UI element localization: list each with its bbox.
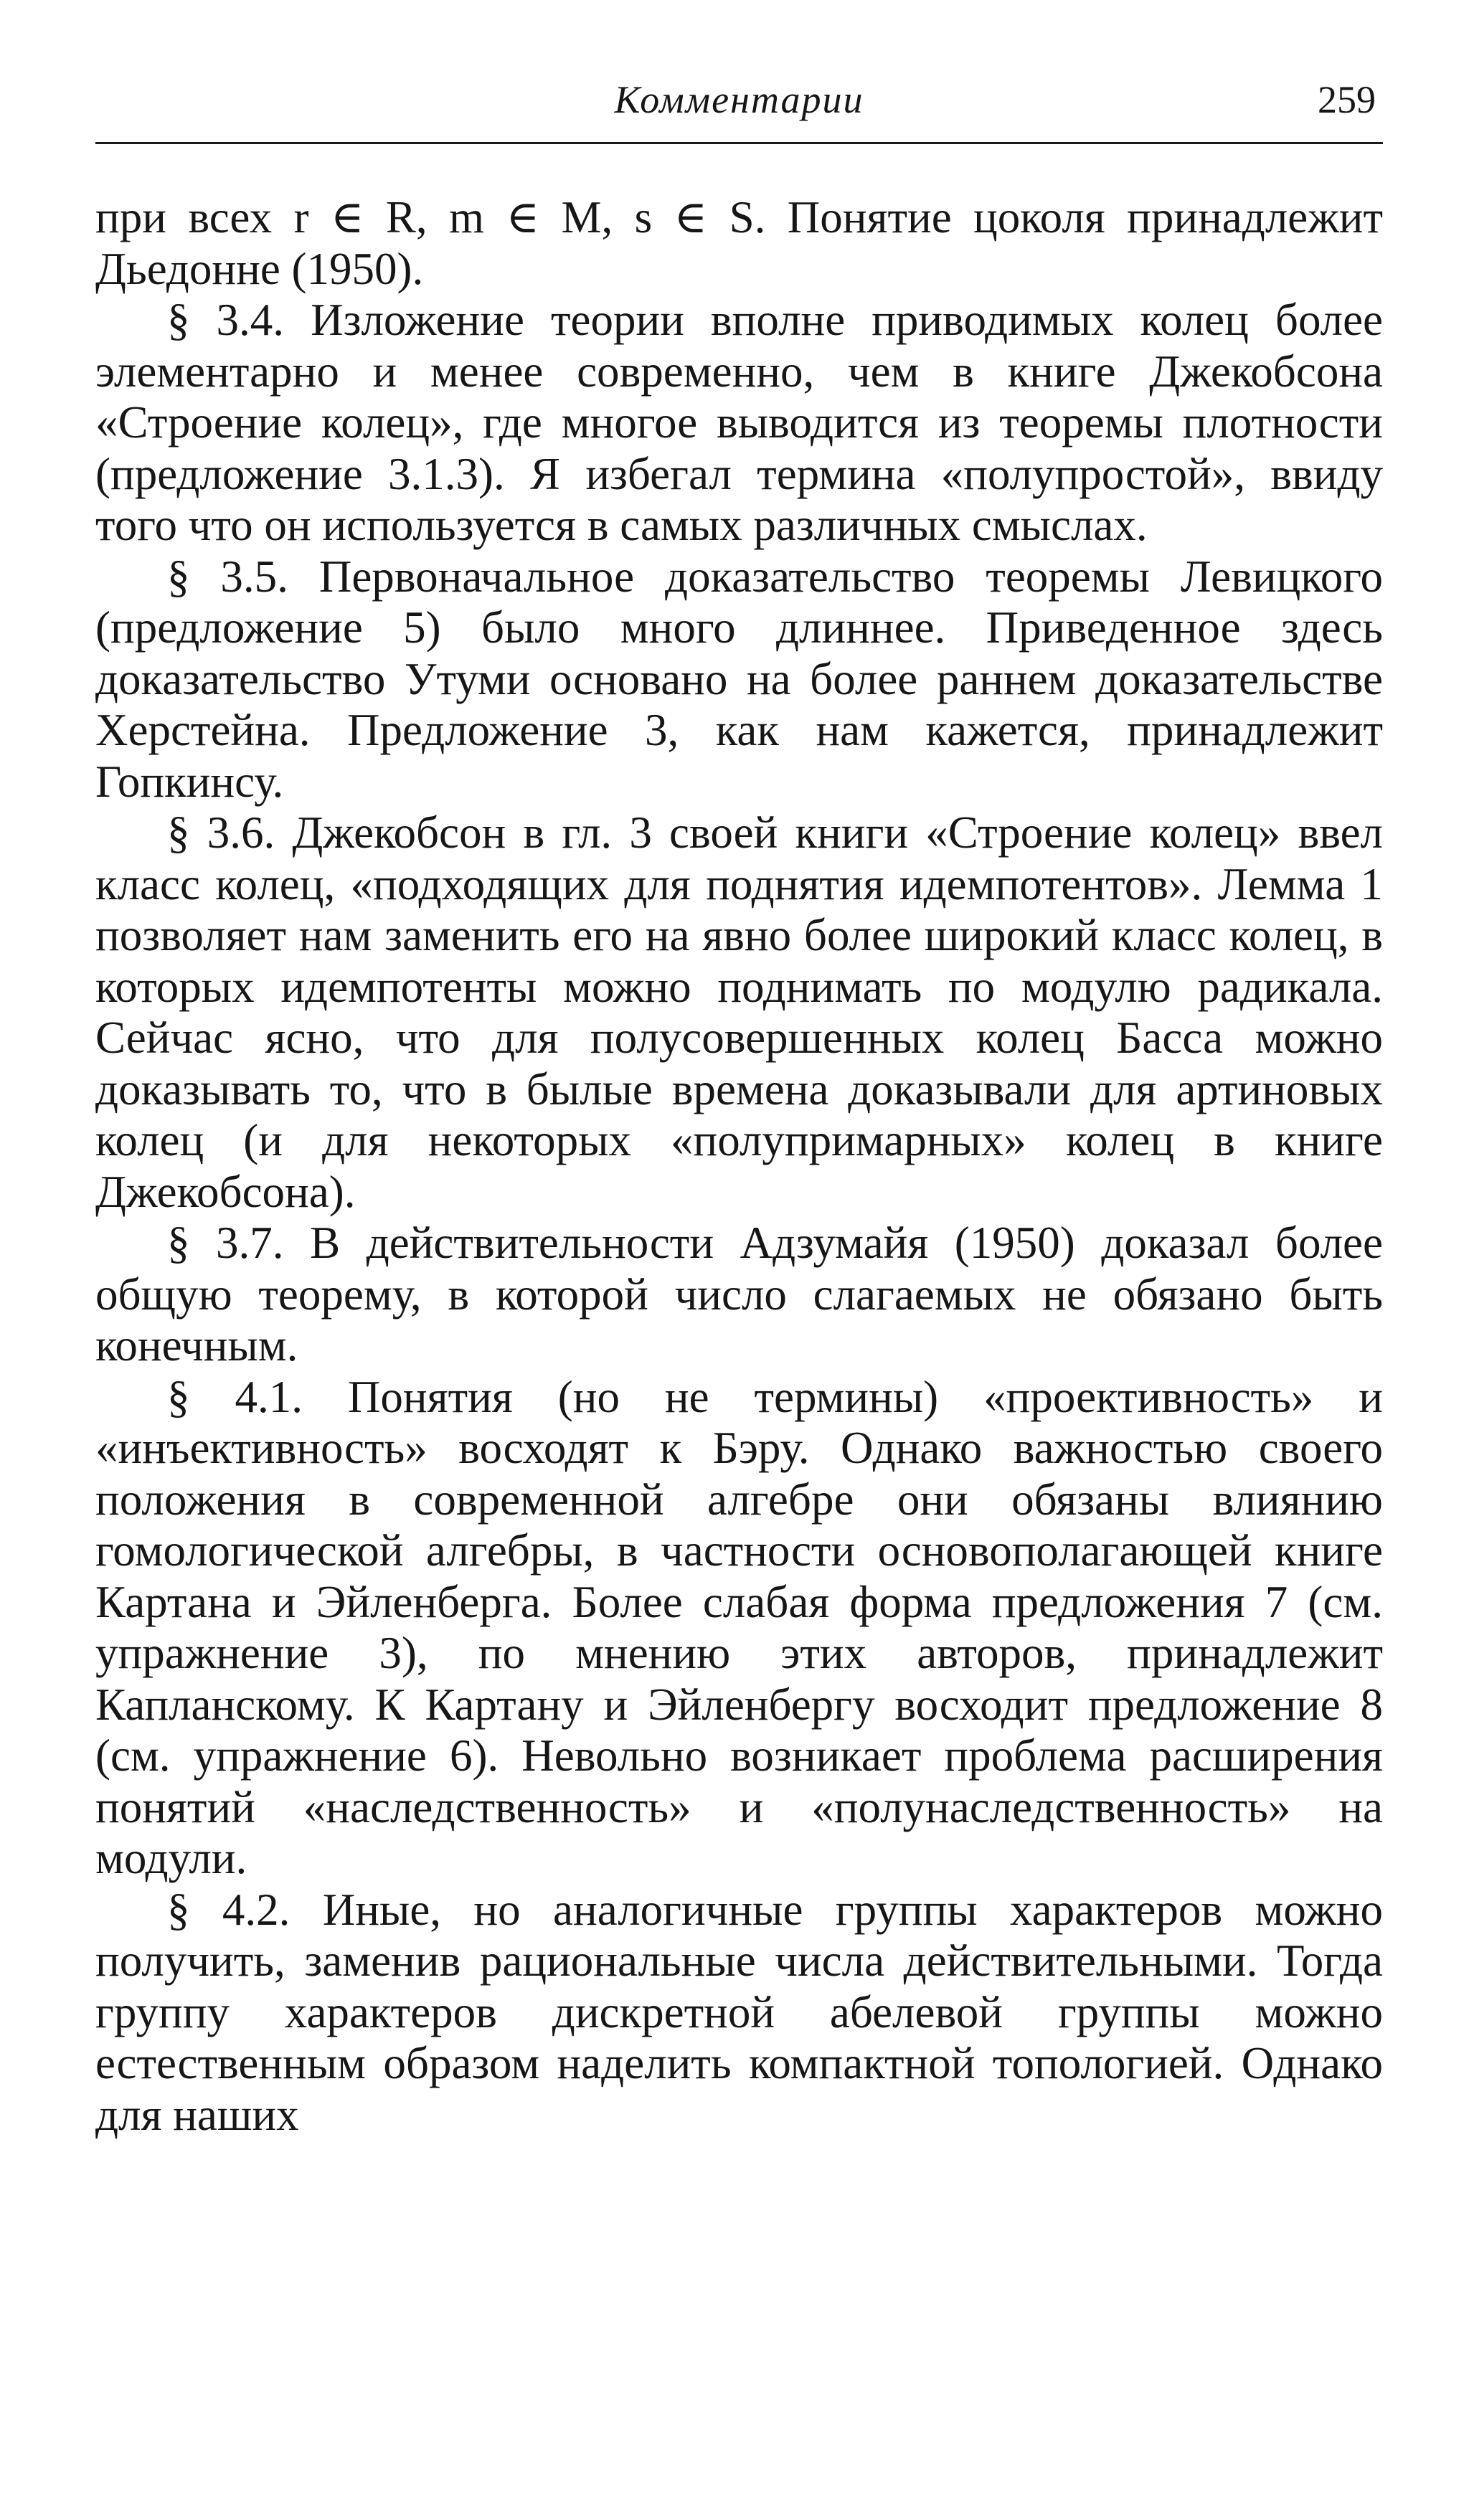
running-head [95, 69, 1383, 133]
header-title: Комментарии [614, 78, 864, 121]
paragraph-section-4-2: § 4.2. Иные, но аналогичные группы характеров можно получить, заменив рациональные числа действительными. Тогда группу характеров дискретной абелевой группы можно естественным образом наделить компактной топологией. Однако для наших [95, 1884, 1383, 2140]
paragraph-section-3-6: § 3.6. Джекобсон в гл. 3 своей книги «Строение колец» ввел класс колец, «подходящих для поднятия идемпотентов». Лемма 1 позволяет нам заменить его на явно более широкий класс колец, в которых идемпотенты можно поднимать по модулю радикала. Сейчас ясно, что для полусовершенных колец Басса можно доказывать то, что в былые времена доказывали для артиновых колец (и для некоторых «полупримарных» колец в книге Джекобсона). [95, 807, 1383, 1217]
body-text [95, 192, 1383, 2141]
page-number: 259 [1318, 78, 1376, 121]
paragraph-section-3-5: § 3.5. Первоначальное доказательство теоремы Левицкого (предложение 5) было много длиннее. Приведенное здесь доказательство Утуми основано на более раннем доказательстве Херстейна. Предложение 3, как нам кажется, принадлежит Гопкинсу. [95, 551, 1383, 807]
paragraph-section-3-7: § 3.7. В действительности Адзумайя (1950) доказал более общую теорему, в которой число слагаемых не обязано быть конечным. [95, 1218, 1383, 1370]
paragraph-continuation: при всех r ∈ R, m ∈ M, s ∈ S. Понятие цоколя принадлежит Дьедонне (1950). [95, 192, 1383, 294]
header-rule [95, 142, 1383, 144]
paragraph-section-3-4: § 3.4. Изложение теории вполне приводимых колец более элементарно и менее современно, чем в книге Джекобсона «Строение колец», где многое выводится из теоремы плотности (предложение 3.1.3). Я избегал термина «полупростой», ввиду того что он используется в самых различных смыслах. [95, 295, 1383, 550]
paragraph-section-4-1: § 4.1. Понятия (но не термины) «проективность» и «инъективность» восходят к Бэру. Однако важностью своего положения в современной алгебре они обязаны влиянию гомологической алгебры, в частности основополагающей книге Картана и Эйленберга. Более слабая форма предложения 7 (см. упражнение 3), по мнению этих авторов, принадлежит Капланскому. К Картану и Эйленбергу восходит предложение 8 (см. упражнение 6). Невольно возникает проблема расширения понятий «наследственность» и «полунаследственность» на модули. [95, 1371, 1383, 1883]
